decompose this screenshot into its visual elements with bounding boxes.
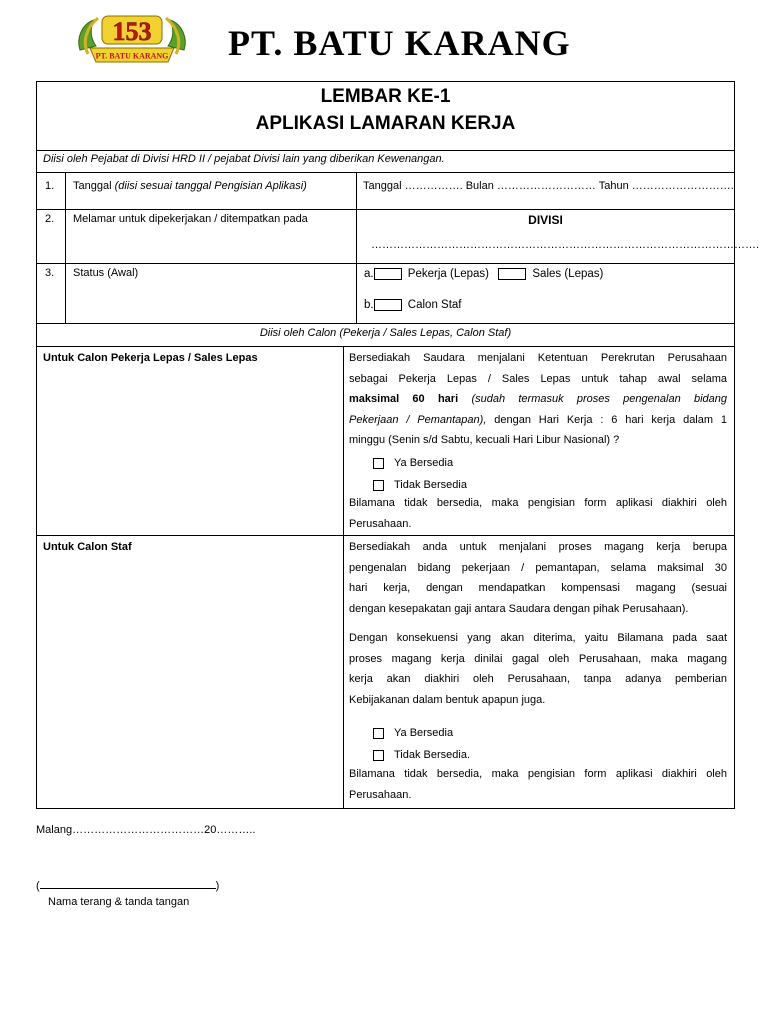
status-option-b-prefix: b. [364, 299, 374, 311]
text-line: hari kerja, dengan mendapatkan kompensasi magang (sesuai [349, 582, 727, 594]
divider [37, 209, 734, 210]
divider [37, 150, 734, 151]
section-pekerja-text [349, 348, 727, 451]
text-line [349, 410, 727, 431]
section-staf-closing [349, 764, 727, 805]
checkbox-yes-staf[interactable] [373, 728, 384, 739]
division-field[interactable]: ……………………………………………………………………………………………. [371, 239, 760, 251]
company-logo [76, 10, 188, 66]
date-label [73, 179, 307, 193]
option-yes-label: Ya Bersedia [394, 457, 454, 469]
text-line: pengenalan bidang pekerjaan / pemantapan, selama maksimal 30 [349, 561, 727, 574]
checkbox-yes-pekerja[interactable] [373, 458, 384, 469]
text-line: Kebijakanan dalam bentuk apapun juga. [349, 693, 546, 706]
checkbox-pekerja-lepas[interactable] [374, 268, 402, 280]
option-no-pekerja [373, 478, 467, 492]
option-no-label: Tidak Bersedia. [394, 749, 471, 761]
divider [37, 323, 734, 324]
logo-number: 153 [112, 17, 152, 46]
text-line: sebagai Pekerja Lepas / Sales Lepas untuk tahap awal selama [349, 372, 727, 385]
section-pekerja-closing [349, 493, 727, 534]
text-line: Bersediakah Saudara menjalani Ketentuan Perekrutan Perusahaan [349, 352, 727, 364]
company-name: PT. BATU KARANG [228, 23, 571, 63]
row-number: 2. [45, 213, 55, 225]
status-option-pekerja: Pekerja (Lepas) [407, 268, 489, 280]
signature-close: ) [215, 880, 220, 892]
text-regular: dengan Hari Kerja : 6 hari kerja dalam 1 [494, 413, 727, 426]
status-option-staf: Calon Staf [407, 299, 462, 311]
divider [37, 535, 734, 536]
row-number: 3. [45, 267, 55, 279]
text-bold: maksimal 60 hari [349, 393, 459, 405]
date-label-note: (diisi sesuai tanggal Pengisian Aplikasi) [114, 180, 307, 192]
form-title: APLIKASI LAMARAN KERJA [255, 113, 516, 134]
status-option-b [364, 298, 462, 312]
option-yes-pekerja [373, 456, 453, 470]
option-yes-label: Ya Bersedia [394, 727, 454, 739]
text-line: kerja akan diakhiri oleh Perusahaan, tanpa adanya pemberian [349, 673, 727, 685]
checkbox-sales-lepas[interactable] [498, 268, 526, 280]
text-line: Perusahaan. [349, 788, 412, 801]
application-form [36, 81, 760, 809]
text-italic: (sudah termasuk proses pengenalan bidang [471, 393, 728, 405]
division-title: DIVISI [528, 213, 563, 227]
option-no-staf [373, 748, 470, 762]
text-line: proses magang kerja dinilai gagal oleh Perusahaan, maka magang [349, 652, 727, 665]
checkbox-no-pekerja[interactable] [373, 480, 384, 491]
divider [37, 172, 734, 173]
logo-text: PT. BATU KARANG [95, 51, 169, 61]
section-staf-text-2 [349, 628, 727, 710]
checkbox-calon-staf[interactable] [374, 299, 402, 311]
section-staf-label: Untuk Calon Staf [43, 541, 132, 553]
division-label: Melamar untuk dipekerjakan / ditempatkan pada [73, 213, 308, 225]
text-line [349, 389, 727, 410]
divider [37, 263, 734, 264]
row-number: 1. [45, 180, 55, 192]
status-option-a [364, 267, 603, 281]
text-line: dengan kesepakatan gaji antara Saudara dengan pihak Perusahaan). [349, 602, 689, 615]
section-pekerja-label: Untuk Calon Pekerja Lepas / Sales Lepas [43, 352, 258, 364]
text-line: Perusahaan. [349, 517, 412, 530]
place-date-field[interactable]: Malang………………………………20……….. [36, 824, 256, 836]
text-italic: Pekerjaan / Pemantapan), [349, 413, 487, 426]
checkbox-no-staf[interactable] [373, 750, 384, 761]
text-line: Bilamana tidak bersedia, maka pengisian form aplikasi diakhiri oleh [349, 497, 727, 509]
date-field[interactable]: Tanggal ……………. Bulan ……………………… Tahun ………………………. [363, 180, 734, 192]
text-line: Bilamana tidak bersedia, maka pengisian form aplikasi diakhiri oleh [349, 768, 727, 780]
form-title-sheet: LEMBAR KE-1 [320, 86, 451, 107]
signature-label: Nama terang & tanda tangan [48, 896, 190, 908]
column-divider [65, 172, 66, 323]
text-line: Bersediakah anda untuk menjalani proses magang kerja berupa [349, 541, 727, 553]
option-no-label: Tidak Bersedia [394, 479, 467, 491]
instruction-candidate: Diisi oleh Calon (Pekerja / Sales Lepas, Calon Staf) [259, 327, 512, 339]
column-divider [356, 172, 357, 323]
signature-underline [40, 878, 216, 889]
status-option-a-prefix: a. [364, 268, 374, 280]
instruction-hrd: Diisi oleh Pejabat di Divisi HRD II / pejabat Divisi lain yang diberikan Kewenangan. [43, 153, 445, 165]
section-staf-text-1 [349, 537, 727, 619]
text-line: minggu (Senin s/d Sabtu, kecuali Hari Libur Nasional) ? [349, 434, 620, 446]
status-label: Status (Awal) [73, 267, 139, 279]
signature-open: ( [36, 880, 40, 892]
signature-line[interactable] [36, 878, 219, 892]
option-yes-staf [373, 726, 453, 740]
date-label-text: Tanggal [73, 180, 112, 192]
column-divider [343, 346, 344, 809]
text-line: Dengan konsekuensi yang akan diterima, yaitu Bilamana pada saat [349, 632, 727, 644]
divider [37, 346, 734, 347]
status-option-sales: Sales (Lepas) [532, 268, 604, 280]
